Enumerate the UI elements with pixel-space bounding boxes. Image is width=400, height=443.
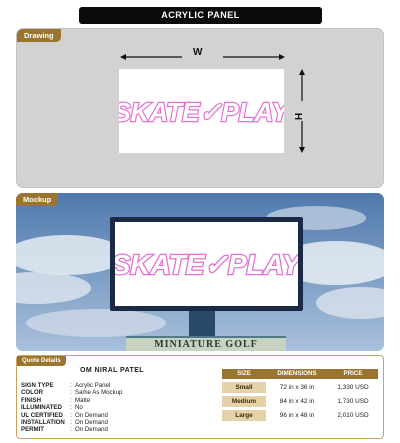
price-cell: 2,010 USD (337, 412, 369, 419)
spec-value: No (75, 404, 83, 412)
quote-details-label: Quote Details (17, 356, 66, 366)
dimensions-cell: 96 in x 48 in (279, 412, 315, 419)
spec-key: COLOR (21, 389, 44, 397)
width-label: W (193, 47, 203, 58)
height-arrow-icon (297, 69, 307, 153)
header-price: PRICE (343, 370, 363, 377)
height-label: H (292, 112, 304, 121)
spec-row (21, 412, 216, 419)
price-row (222, 396, 378, 407)
price-row (222, 410, 378, 421)
spec-row (21, 404, 216, 411)
spec-key: UL CERTIFIED (21, 411, 63, 419)
size-cell: Medium (222, 396, 266, 407)
size-cell: Large (222, 410, 266, 421)
drawing-logo-text: SKATE✓PLAY (119, 97, 284, 127)
mockup-panel (16, 193, 384, 351)
mockup-logo (115, 222, 298, 306)
mockup-logo-text: SKATE✓PLAY (115, 249, 298, 280)
mockup-sign-face (115, 222, 298, 306)
spec-value: On Demand (75, 418, 108, 426)
lower-sign (126, 336, 286, 351)
spec-key: SIGN TYPE (21, 382, 54, 389)
drawing-sign-board (119, 69, 284, 153)
price-table (222, 369, 378, 421)
width-arrow-icon (120, 52, 285, 62)
spec-colon: : (70, 426, 72, 434)
spec-key: ILLUMINATED (21, 404, 62, 412)
spec-value: Same As Mockup (75, 389, 123, 397)
spec-row (21, 397, 216, 404)
spec-value: Matte (75, 396, 91, 404)
header-size: SIZE (237, 370, 251, 377)
price-cell: 1,730 USD (337, 398, 369, 405)
mockup-sign-frame (110, 217, 303, 311)
header-dimensions: DIMENSIONS (277, 370, 317, 377)
customer-name: OM NIRAL PATEL (80, 367, 144, 374)
spec-value: On Demand (75, 411, 108, 419)
spec-value: On Demand (75, 426, 108, 434)
price-cell: 1,330 USD (337, 384, 369, 391)
spec-row (21, 426, 216, 433)
spec-key: FINISH (21, 396, 41, 404)
spec-colon: : (70, 411, 72, 419)
dimensions-cell: 72 in x 36 in (279, 384, 315, 391)
drawing-logo (119, 69, 284, 153)
spec-colon: : (70, 389, 72, 397)
spec-list (21, 382, 216, 434)
dimensions-cell: 84 in x 42 in (279, 398, 315, 405)
page-title: ACRYLIC PANEL (79, 7, 322, 24)
lower-sign-text: MINIATURE GOLF (154, 339, 258, 350)
spec-key: INSTALLATION (21, 418, 65, 426)
quote-details-panel (16, 355, 384, 439)
spec-colon: : (70, 396, 72, 404)
spec-colon: : (70, 382, 72, 389)
mockup-tab-label: Mockup (16, 193, 58, 206)
spec-colon: : (70, 404, 72, 412)
spec-key: PERMIT (21, 426, 45, 434)
spec-row (21, 382, 216, 389)
spec-row (21, 419, 216, 426)
spec-colon: : (70, 418, 72, 426)
price-table-header (222, 369, 378, 379)
drawing-tab-label: Drawing (17, 29, 61, 42)
spec-value: Acrylic Panel (75, 382, 111, 389)
price-row (222, 382, 378, 393)
drawing-panel (16, 28, 384, 188)
size-cell: Small (222, 382, 266, 393)
spec-row (21, 389, 216, 396)
